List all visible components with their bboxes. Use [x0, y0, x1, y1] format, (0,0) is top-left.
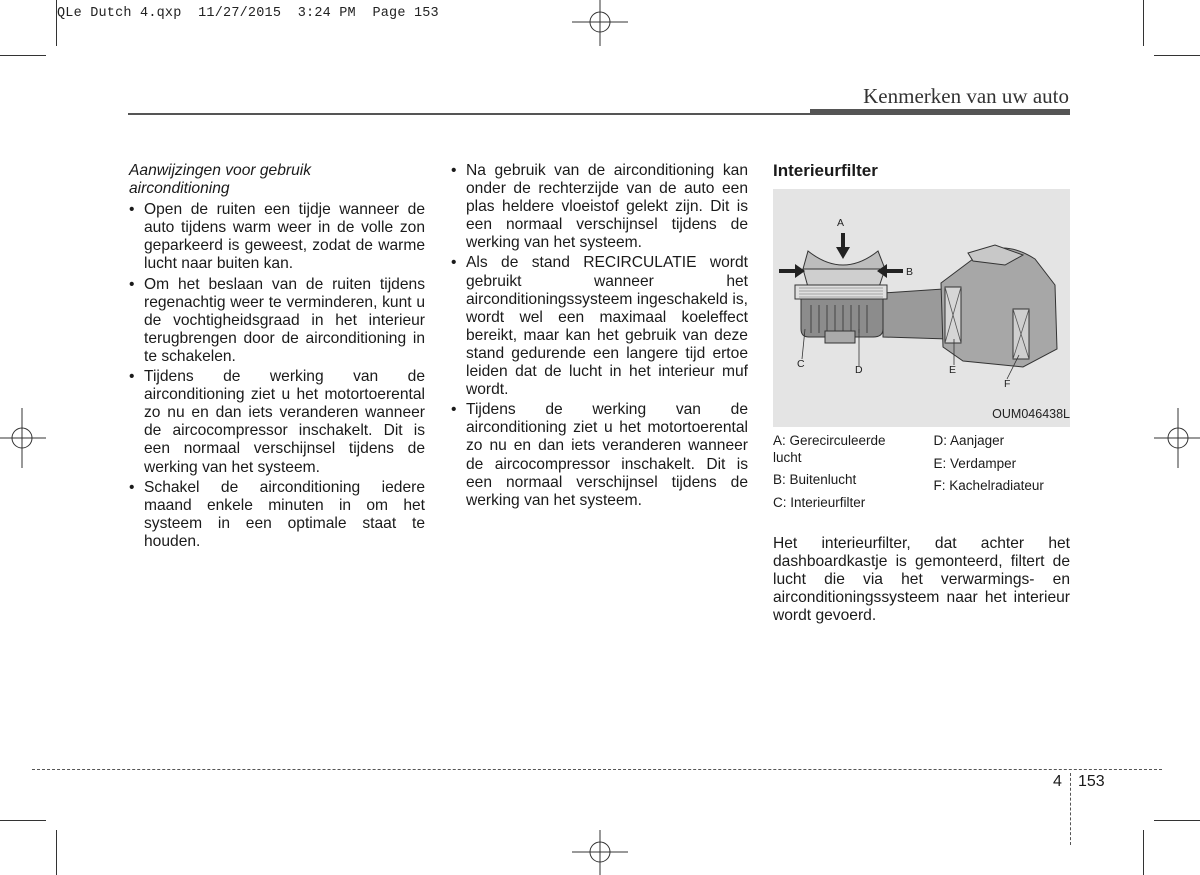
running-header-title: Kenmerken van uw auto: [863, 84, 1069, 108]
footer-divider: [32, 769, 1162, 770]
body-paragraph: Het interieurfilter, dat achter het dashboardkastje is gemonteerd, filtert de lucht die via het verwarmings- en airconditioningssysteem naar het interieur wordt gevoerd.: [773, 535, 1070, 625]
column-3: [773, 162, 1070, 626]
registration-mark-icon: [572, 830, 628, 875]
crop-mark: [1143, 830, 1144, 875]
label-c: C: [797, 358, 805, 371]
registration-mark-icon: [1154, 408, 1200, 468]
crop-mark: [1154, 820, 1200, 821]
legend-item: D: Aanjager: [933, 433, 1005, 449]
hvac-unit-illustration: [773, 189, 1070, 427]
bullet-list: [129, 201, 425, 551]
legend-item: B: Buitenlucht: [773, 472, 857, 488]
label-d: D: [855, 364, 863, 377]
subheading-line: Aanwijzingen voor gebruik: [129, 162, 312, 179]
section-heading: Interieurfilter: [773, 161, 878, 180]
figure-code: OUM046438L: [992, 407, 1070, 421]
figure-legend: [773, 433, 1070, 517]
list-item: • Schakel de airconditioning iedere maand enkele minuten in om het systeem in een optimale staat te houden.: [129, 479, 425, 551]
list-item: • Tijdens de werking van de airconditioning ziet u het motortoerental zo nu en dan iets veranderen wanneer de aircocompressor inschakelt. Dit is een normaal verschijnsel tijdens de werking van het systeem.: [451, 401, 748, 510]
crop-mark: [1143, 0, 1144, 46]
footer-vertical-divider: [1070, 773, 1071, 845]
legend-item: E: Verdamper: [933, 455, 1017, 471]
legend-column-left: [773, 433, 934, 517]
legend-item: F: Kachelradiateur: [933, 478, 1044, 494]
chapter-number: 4: [1053, 773, 1062, 790]
label-b: B: [906, 266, 914, 279]
list-item: • Tijdens de werking van de airconditioning ziet u het motortoerental zo nu en dan iets veranderen wanneer de aircocompressor inschakelt. Dit is een normaal verschijnsel tijdens de werking van het systeem.: [129, 368, 425, 477]
subheading-line: airconditioning: [129, 180, 230, 198]
label-f: F: [1004, 378, 1011, 391]
header-rule: [128, 113, 810, 115]
list-item: • Als de stand RECIRCULATIE wordt gebruikt wanneer het airconditioningssysteem ingeschakeld is, wordt wel een maximaal koeleffect bereikt, maar kan het gebruik van deze stand gedurende een langere tijd ertoe leiden dat de lucht in het interieur muf wordt.: [451, 254, 748, 399]
crop-mark: [0, 820, 46, 821]
legend-column-right: [934, 433, 1070, 517]
subheading: [129, 162, 425, 198]
list-item: • Open de ruiten een tijdje wanneer de auto tijdens warm weer in de volle zon geparkeerd is geweest, zodat de warme lucht naar buiten kan.: [129, 201, 425, 273]
column-1: [129, 162, 425, 553]
column-2: [451, 162, 748, 512]
registration-mark-icon: [0, 408, 46, 468]
list-item: • Na gebruik van de airconditioning kan onder de rechterzijde van de auto een plas heldere vloeistof gelekt zijn. Dit is een normaal verschijnsel tijdens de werking van het systeem.: [451, 162, 748, 252]
crop-mark: [0, 55, 46, 56]
legend-item: C: Interieurfilter: [773, 494, 866, 510]
crop-mark: [1154, 55, 1200, 56]
registration-mark-icon: [572, 0, 628, 46]
hvac-diagram-figure: [773, 189, 1070, 427]
list-item: • Om het beslaan van de ruiten tijdens regenachtig weer te verminderen, kunt u de vochtigheidsgraad in het interieur terugbrengen door de airconditioning in te schakelen.: [129, 276, 425, 366]
legend-item: A: Gerecirculeerde lucht: [773, 433, 886, 465]
crop-mark: [56, 830, 57, 875]
print-slug: QLe Dutch 4.qxp 11/27/2015 3:24 PM Page 153: [57, 6, 439, 21]
page-number: 153: [1078, 773, 1105, 790]
label-a: A: [837, 217, 845, 230]
header-rule-thick: [810, 109, 1070, 115]
bullet-list: [451, 162, 748, 510]
label-e: E: [949, 364, 957, 377]
